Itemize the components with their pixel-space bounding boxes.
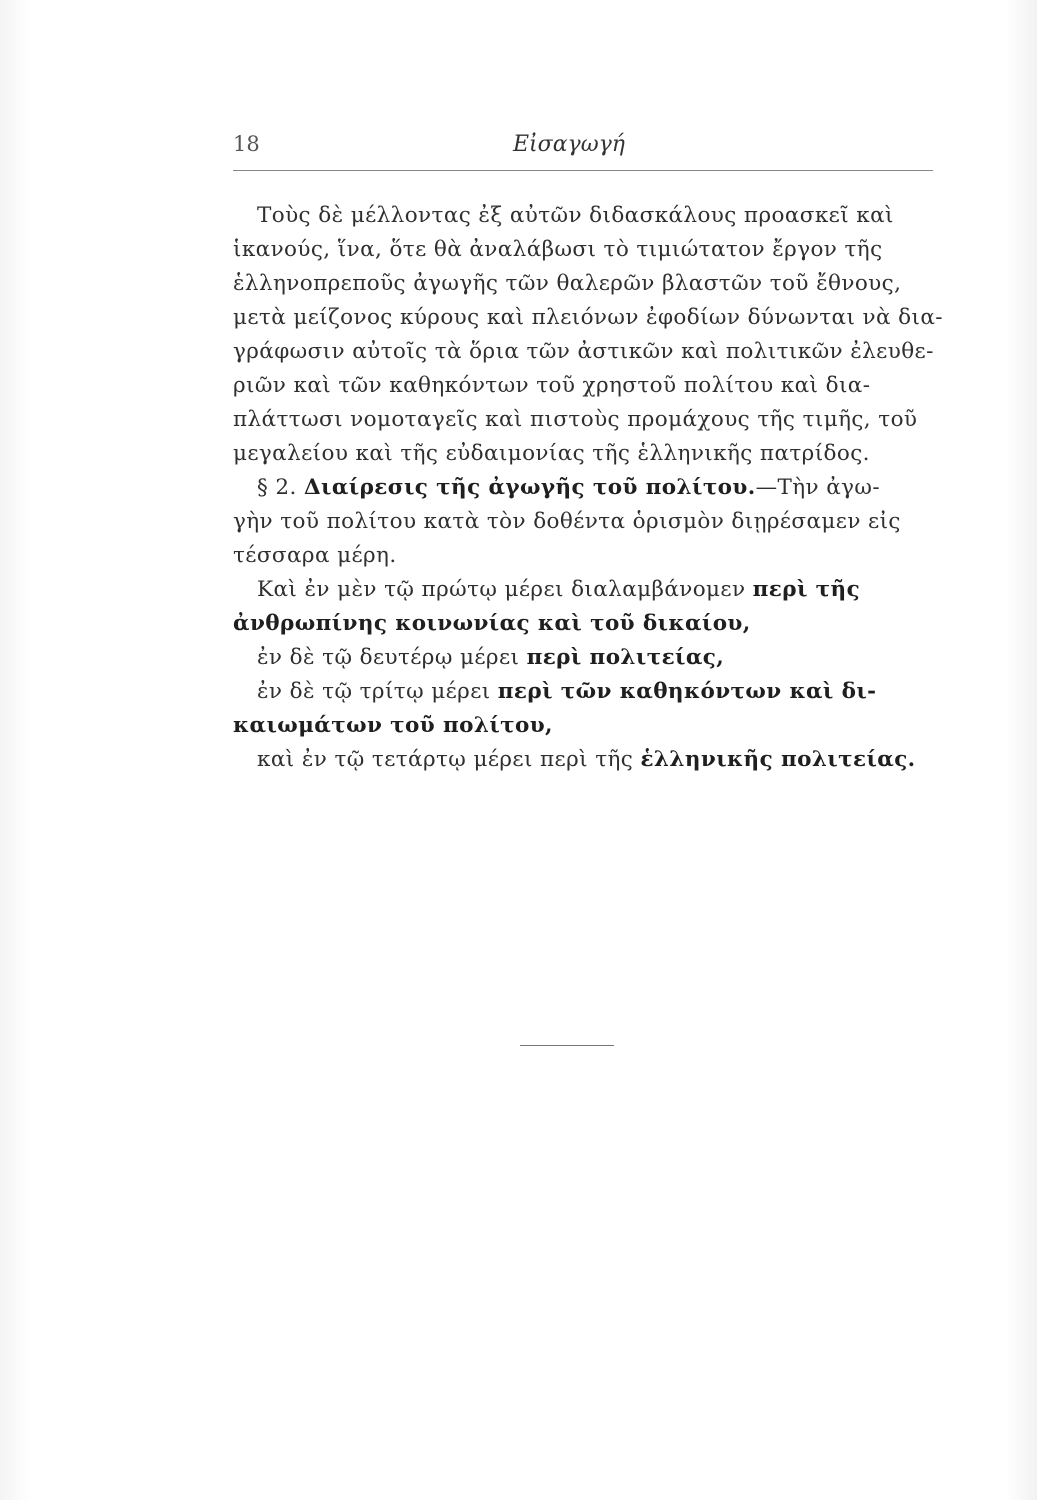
section-number: § 2. [257,475,297,500]
text-line-content: πλάττωσι νομοταγεῖς καὶ πιστοὺς προμάχους τῆς τιμῆς, τοῦ [233,407,918,432]
text-line [233,267,933,301]
text-line [233,607,933,641]
body-text [233,199,943,777]
section-title: Διαίρεσις τῆς ἀγωγῆς τοῦ πολίτου. [303,475,756,500]
running-head: Εἰσαγωγή [513,132,625,157]
bold-phrase: περὶ τῶν καθηκόντων καὶ δι- [497,679,877,704]
text-line-content: ἐν δὲ τῷ δευτέρῳ μέρει [257,645,520,670]
text-line [233,505,933,539]
text-line-content: ριῶν καὶ τῶν καθηκόντων τοῦ χρηστοῦ πολίτου καὶ δια- [233,373,871,398]
bold-phrase: περὶ τῆς [752,577,861,602]
text-line [233,403,933,437]
bold-phrase: καιωμάτων τοῦ πολίτου, [233,713,553,738]
bold-phrase: ἑλληνικῆς πολιτείας. [640,747,916,772]
section-heading-line [233,471,933,505]
text-line-content: ἱκανούς, ἵνα, ὅτε θὰ ἀναλάβωσι τὸ τιμιώτατον ἔργον τῆς [233,237,883,262]
text-line-content: μετὰ μείζονος κύρους καὶ πλειόνων ἐφοδίων δύνωνται νὰ δια- [233,305,943,330]
text-line-content: καὶ ἐν τῷ τετάρτῳ μέρει περὶ τῆς [257,747,634,772]
text-line-content: τέσσαρα μέρη. [233,543,397,568]
header-rule [233,170,933,171]
text-line [233,539,933,573]
text-line-content: Τοὺς δὲ μέλλοντας ἐξ αὐτῶν διδασκάλους προασκεῖ καὶ [257,203,894,228]
text-line [233,573,933,607]
text-line [233,301,943,335]
end-rule [520,1045,614,1046]
text-line [233,369,933,403]
text-line-content: —Τὴν ἀγω- [755,475,881,500]
bold-phrase: περὶ πολιτείας, [526,645,725,670]
text-line [233,675,933,709]
text-line [233,743,933,777]
page-header [233,132,933,166]
text-line [233,709,933,743]
text-line [233,641,933,675]
text-line [233,233,933,267]
page-number: 18 [233,132,260,156]
text-line-content: γράφωσιν αὐτοῖς τὰ ὅρια τῶν ἀστικῶν καὶ πολιτικῶν ἐλευθε- [233,339,934,364]
section-2 [233,471,933,573]
text-line [233,335,933,369]
paragraph-1 [233,199,943,471]
text-line-content: ἐν δὲ τῷ τρίτῳ μέρει [257,679,491,704]
bold-phrase: ἀνθρωπίνης κοινωνίας καὶ τοῦ δικαίου, [233,611,751,636]
text-line [233,437,933,471]
text-line-content: μεγαλείου καὶ τῆς εὐδαιμονίας τῆς ἑλληνικῆς πατρίδος. [233,441,870,466]
text-line-content: Καὶ ἐν μὲν τῷ πρώτῳ μέρει διαλαμβάνομεν [257,577,746,602]
text-line [233,199,933,233]
text-line-content: γὴν τοῦ πολίτου κατὰ τὸν δοθέντα ὁρισμὸν διῃρέσαμεν εἰς [233,509,901,534]
parts-list [233,573,933,777]
text-line-content: ἑλληνοπρεποῦς ἀγωγῆς τῶν θαλερῶν βλαστῶν τοῦ ἔθνους, [233,271,902,296]
